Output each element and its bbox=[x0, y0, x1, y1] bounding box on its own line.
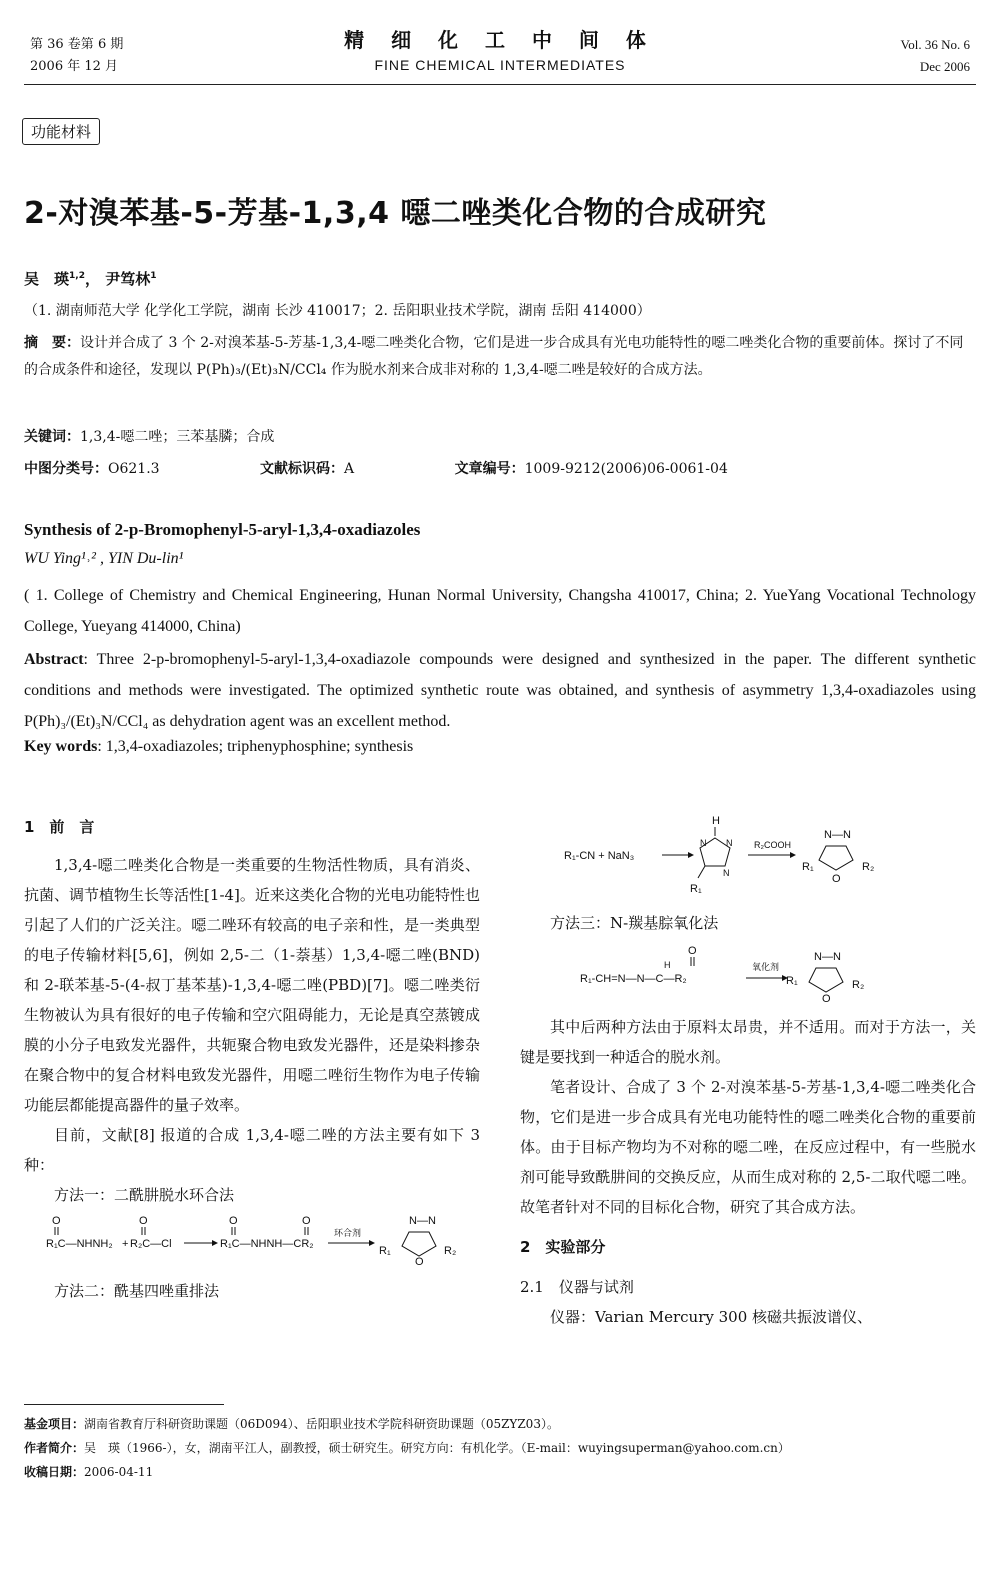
header-rule bbox=[24, 84, 976, 85]
product-r1: R₁ bbox=[379, 1245, 391, 1257]
r2cooh-label: R₂COOH bbox=[754, 840, 791, 850]
clc-value: O621.3 bbox=[108, 461, 160, 477]
method-1-scheme bbox=[24, 1210, 480, 1266]
m3-h: H bbox=[664, 960, 671, 970]
m2-ring-o: O bbox=[832, 873, 841, 885]
m2-product-r2: R₂ bbox=[862, 861, 875, 873]
m3-product-r2: R₂ bbox=[852, 979, 865, 991]
m2-ring-nn: N—N bbox=[824, 829, 851, 841]
m1-reactant-2: R₂C—Cl bbox=[130, 1238, 172, 1250]
paper-title-cn: 2-对溴苯基-5-芳基-1,3,4 噁二唑类化合物的合成研究 bbox=[24, 196, 767, 231]
clc-label: 中图分类号： bbox=[24, 461, 108, 477]
ring-nn: N—N bbox=[409, 1215, 436, 1227]
affiliation-cn: （1. 湖南师范大学 化学化工学院，湖南 长沙 410017；2. 岳阳职业技术学院，湖南 岳阳 414000） bbox=[24, 303, 651, 319]
method-2-scheme bbox=[520, 812, 976, 898]
abstract-cn-label: 摘 要： bbox=[24, 335, 80, 351]
section-2-heading: 2 实验部分 bbox=[520, 1238, 606, 1256]
date-cn: 2006 年 12 月 bbox=[30, 59, 119, 74]
intro-paragraph-1: 1,3,4-噁二唑类化合物是一类重要的生物活性物质，具有消炎、抗菌、调节植物生长等活性[1-4]。近来这类化合物的光电功能特性也引起了人们的广泛关注。噁二唑环有较高的电子亲和性，是一类典型的电子传输材料[5,6]，例如 2,5-二（1-萘基）1,3,4-噁二唑(BND)和 2-联苯基-5-(4-叔丁基苯基)-1,3,4-噁二唑(PBD)[7]。噁二唑类衍生物被认为具有很好的电子传输和空穴阻碍能力，无论是真空蒸镀成膜的小分子电致发光器件，共轭聚合物电致发光器件，还是染料掺杂在聚合物中的复合材料电致发光器件，用噁二唑衍生物作为电子传输功能层都能提高器件的量子效率。 bbox=[24, 856, 480, 1114]
carbonyl-o-2: O bbox=[139, 1215, 148, 1227]
cyclization-agent-label: 环合剂 bbox=[334, 1228, 362, 1238]
abstract-en-text: : Three 2-p-bromophenyl-5-aryl-1,3,4-oxadiazole compounds were designed and synthesized in the paper. The different synthetic conditions and methods were investigated. The optimized synthetic route was obtained, and synthesis of asymmetry 1,3,4-oxadiazoles using P(Ph)₃/(Et)₃N/CCl₄ as dehydration agent was an excellent method. bbox=[24, 651, 976, 730]
journal-title bbox=[300, 24, 700, 73]
oxidant-label: 氧化剂 bbox=[752, 962, 780, 972]
keywords-cn-label: 关键词： bbox=[24, 429, 80, 445]
volume-cn: 第 36 卷第 6 期 bbox=[30, 37, 124, 52]
paper-title-en: Synthesis of 2-p-Bromophenyl-5-aryl-1,3,4-oxadiazoles bbox=[24, 520, 421, 539]
article-no-label: 文章编号： bbox=[454, 461, 525, 477]
classification-row bbox=[24, 458, 974, 478]
method-1-label: 方法一：二酰肼脱水环合法 bbox=[54, 1186, 235, 1204]
tetrazole-h: H bbox=[712, 815, 720, 827]
footnotes bbox=[24, 1412, 976, 1484]
issue-info-en bbox=[901, 34, 970, 78]
tetrazole-n-3: N bbox=[723, 868, 730, 878]
m1-reactant-1: R₁C—NHNH₂ bbox=[46, 1238, 113, 1250]
journal-title-cn: 精 细 化 工 中 间 体 bbox=[344, 28, 656, 52]
journal-title-en: FINE CHEMICAL INTERMEDIATES bbox=[374, 57, 626, 73]
carbonyl-o-3: O bbox=[229, 1215, 238, 1227]
footnote-rule bbox=[24, 1404, 224, 1405]
section-2-1-paragraph: 仪器：Varian Mercury 300 核磁共振波谱仪、 bbox=[550, 1308, 873, 1326]
keywords-en-text: : 1,3,4-oxadiazoles; triphenyphosphine; synthesis bbox=[97, 738, 414, 755]
left-column bbox=[24, 812, 480, 1306]
tetrazole-n-2: N bbox=[726, 838, 733, 848]
abstract-en bbox=[24, 644, 976, 737]
section-tag: 功能材料 bbox=[22, 118, 100, 145]
authors-cn: 吴 瑛$^{1,2}$， 尹笃林$^1$ bbox=[24, 270, 157, 288]
m1-plus: + bbox=[122, 1238, 129, 1250]
abstract-cn bbox=[24, 330, 974, 384]
method-2-label: 方法二：酰基四唑重排法 bbox=[54, 1282, 220, 1300]
product-r2: R₂ bbox=[444, 1245, 457, 1257]
right-column bbox=[520, 812, 976, 1332]
m3-reactant: R₁-CH=N—N—C—R₂ bbox=[580, 973, 687, 985]
article-no-value: 1009-9212(2006)06-0061-04 bbox=[524, 461, 728, 477]
section-1-heading: 1 前 言 bbox=[24, 818, 95, 836]
tetrazole-n-1: N bbox=[700, 838, 707, 848]
author-note-text: 吴 瑛（1966-），女，湖南平江人，副教授，硕士研究生。研究方向：有机化学。（E-mail：wuyingsuperman@yahoo.com.cn） bbox=[84, 1441, 790, 1455]
m2-reactant: R₁-CN + NaN₃ bbox=[564, 850, 635, 862]
received-date: 2006-04-11 bbox=[84, 1465, 154, 1479]
funding-note bbox=[24, 1412, 976, 1436]
keywords-en bbox=[24, 738, 413, 756]
author-1: 吴 瑛 bbox=[24, 270, 70, 288]
keywords-cn bbox=[24, 426, 274, 446]
carbonyl-o-1: O bbox=[52, 1215, 61, 1227]
volume-en: Vol. 36 No. 6 bbox=[900, 37, 970, 52]
m2-product-r1: R₁ bbox=[802, 861, 814, 873]
m3-product-r1: R₁ bbox=[786, 975, 798, 987]
abstract-en-label: Abstract bbox=[24, 651, 84, 668]
method-3-scheme bbox=[520, 938, 976, 1002]
intro-paragraph-4: 笔者设计、合成了 3 个 2-对溴苯基-5-芳基-1,3,4-噁二唑类化合物，它们是进一步合成具有光电功能特性的噁二唑类化合物的重要前体。由于目标产物均为不对称的噁二唑，在反应过程中，有一些脱水剂可能导致酰肼间的交换反应，从而生成对称的 2,5-二取代噁二唑。故笔者针对不同的目标化合物，研究了其合成方法。 bbox=[520, 1078, 976, 1216]
doc-code bbox=[260, 461, 402, 477]
intro-paragraph-3: 其中后两种方法由于原料太昂贵，并不适用。而对于方法一，关键是要找到一种适合的脱水剂。 bbox=[520, 1018, 976, 1066]
carbonyl-o-4: O bbox=[302, 1215, 311, 1227]
author-note-label: 作者简介： bbox=[24, 1441, 85, 1455]
method-3-label: 方法三：N-羰基腙氧化法 bbox=[550, 914, 719, 932]
doc-code-value: A bbox=[344, 461, 355, 477]
keywords-cn-text: 1,3,4-噁二唑；三苯基膦；合成 bbox=[80, 429, 275, 445]
clc bbox=[24, 461, 208, 477]
funding-label: 基金项目： bbox=[24, 1417, 85, 1431]
m3-carbonyl-o: O bbox=[688, 945, 697, 957]
received-label: 收稿日期： bbox=[24, 1465, 85, 1479]
author-1-sup: 1,2 bbox=[69, 271, 85, 281]
tetrazole-r1: R₁ bbox=[690, 883, 702, 895]
author-note bbox=[24, 1436, 976, 1460]
issue-info-cn bbox=[30, 34, 123, 78]
abstract-cn-text: 设计并合成了 3 个 2-对溴苯基-5-芳基-1,3,4-噁二唑类化合物，它们是进一步合成具有光电功能特性的噁二唑类化合物的重要前体。探讨了不同的合成条件和途径，发现以 P(Ph)₃/(Et)₃N/CCl₄ 作为脱水剂来合成非对称的 1,3,4-噁二唑是较好的合成方法。 bbox=[24, 335, 964, 378]
intro-paragraph-2: 目前，文献[8] 报道的合成 1,3,4-噁二唑的方法主要有如下 3 种： bbox=[24, 1126, 480, 1174]
funding-text: 湖南省教育厅科研资助课题（06D094）、岳阳职业技术学院科研资助课题（05ZYZ03）。 bbox=[84, 1417, 559, 1431]
keywords-en-label: Key words bbox=[24, 738, 98, 755]
author-2-sup: 1 bbox=[150, 271, 157, 281]
m3-ring-o: O bbox=[822, 993, 831, 1002]
m3-ring-nn: N—N bbox=[814, 951, 841, 963]
m1-intermediate: R₁C—NHNH—CR₂ bbox=[220, 1238, 314, 1250]
received-note bbox=[24, 1460, 976, 1484]
section-2-1-heading: 2.1 仪器与试剂 bbox=[520, 1278, 634, 1296]
affiliation-en: ( 1. College of Chemistry and Chemical Engineering, Hunan Normal University, Changsha 410017, China; 2. YueYang Vocational Technology College, Yueyang 414000, China) bbox=[24, 587, 976, 635]
article-no bbox=[455, 461, 776, 477]
date-en: Dec 2006 bbox=[919, 59, 970, 74]
doc-code-label: 文献标识码： bbox=[260, 461, 345, 477]
author-2: 尹笃林 bbox=[105, 270, 151, 288]
ring-o: O bbox=[415, 1256, 424, 1266]
authors-en: WU Ying¹˒² , YIN Du-lin¹ bbox=[24, 550, 184, 567]
